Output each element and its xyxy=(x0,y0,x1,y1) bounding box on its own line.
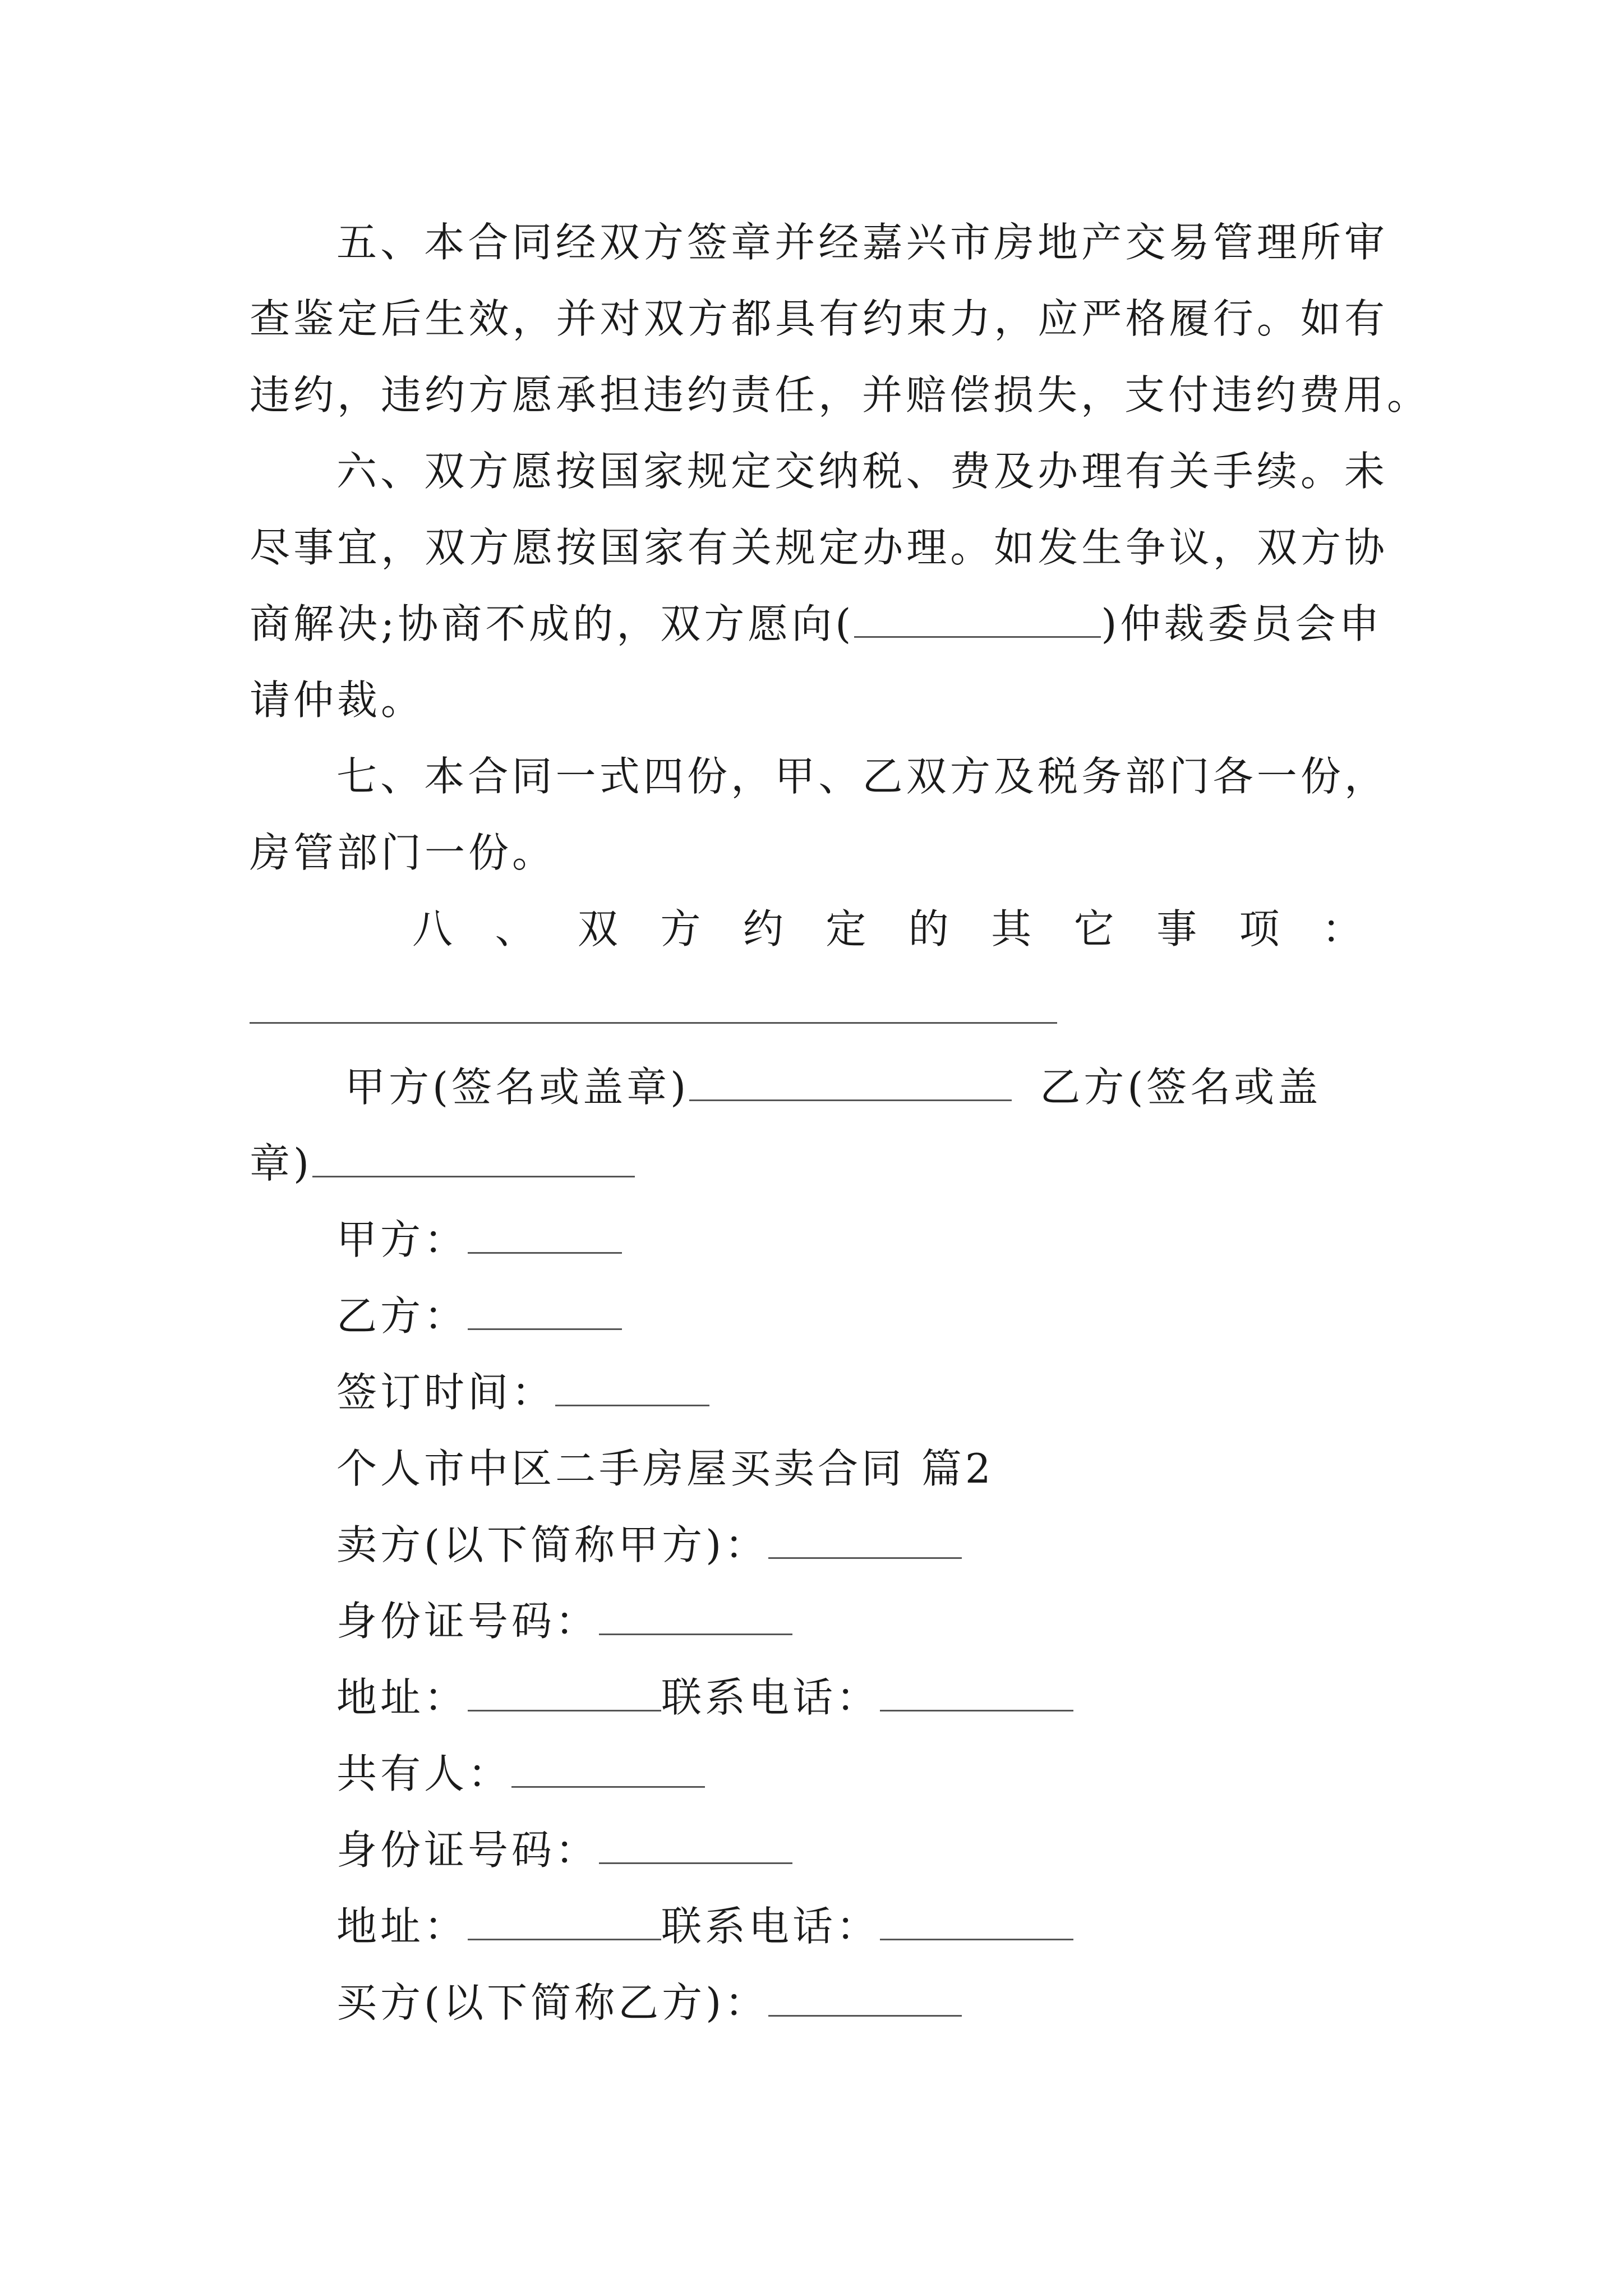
address-1-label: 地址： xyxy=(336,1674,468,1721)
phone-1-label: 联系电话： xyxy=(661,1674,880,1721)
signature-line-2 xyxy=(250,1137,1388,1190)
phone-2-blank[interactable] xyxy=(880,1902,1073,1940)
address-2-blank[interactable] xyxy=(468,1902,661,1940)
sign-date-line xyxy=(336,1365,1388,1419)
party-a-label: 甲方： xyxy=(336,1216,468,1263)
clause-5-line-1: 五、本合同经双方签章并经嘉兴市房地产交易管理所审 xyxy=(336,219,1388,266)
arbitration-committee-blank[interactable] xyxy=(854,599,1101,638)
clause-6-line-4: 请仲裁。 xyxy=(250,677,425,724)
id-number-1-line xyxy=(336,1594,1388,1648)
other-matters-blank-line[interactable] xyxy=(250,1022,1057,1024)
clause-8-line-1: 八、双方约定的其它事项： xyxy=(412,905,1366,953)
clause-6-line-3 xyxy=(250,597,1388,651)
clause-5-line-2: 查鉴定后生效，并对双方都具有约束力，应严格履行。如有 xyxy=(250,295,1388,342)
buyer-blank[interactable] xyxy=(768,1978,962,2017)
seller-blank[interactable] xyxy=(768,1520,962,1559)
address-1-blank[interactable] xyxy=(468,1673,661,1711)
address-2-line xyxy=(336,1899,1388,1953)
id-number-1-blank[interactable] xyxy=(599,1596,792,1635)
party-b-sign-label-part2: 章) xyxy=(250,1140,313,1187)
phone-1-blank[interactable] xyxy=(880,1673,1073,1711)
id-number-2-line xyxy=(336,1823,1388,1877)
buyer-label: 买方(以下简称乙方)： xyxy=(336,1979,769,2026)
seller-line xyxy=(336,1518,1388,1572)
id-number-2-blank[interactable] xyxy=(599,1825,792,1864)
sign-date-blank[interactable] xyxy=(555,1368,709,1406)
party-b-sign-blank[interactable] xyxy=(312,1139,635,1177)
buyer-line xyxy=(336,1976,1388,2030)
seller-label: 卖方(以下简称甲方)： xyxy=(336,1521,769,1568)
clause-6-line-3-before: 商解决;协商不成的，双方愿向( xyxy=(250,600,855,647)
party-a-sign-label: 甲方(签名或盖章) xyxy=(345,1064,690,1111)
party-b-label: 乙方： xyxy=(336,1292,468,1340)
id-number-2-label: 身份证号码： xyxy=(336,1826,600,1874)
co-owner-label: 共有人： xyxy=(336,1750,512,1797)
party-b-sign-label-part1: 乙方(签名或盖 xyxy=(1040,1064,1322,1111)
clause-7-line-2: 房管部门一份。 xyxy=(250,829,556,876)
signature-line xyxy=(345,1060,1388,1114)
party-a-blank[interactable] xyxy=(468,1215,622,1254)
clause-6-line-2: 尽事宜，双方愿按国家有关规定办理。如发生争议，双方协 xyxy=(250,524,1388,571)
clause-6-line-3-after: )仲裁委员会申 xyxy=(1101,600,1383,647)
contract-2-title: 个人市中区二手房屋买卖合同 篇2 xyxy=(336,1445,994,1492)
phone-2-label: 联系电话： xyxy=(661,1903,880,1950)
id-number-1-label: 身份证号码： xyxy=(336,1598,600,1645)
sign-date-label: 签订时间： xyxy=(336,1369,556,1416)
co-owner-blank[interactable] xyxy=(511,1749,705,1788)
clause-6-line-1: 六、双方愿按国家规定交纳税、费及办理有关手续。未 xyxy=(336,448,1388,495)
party-a-line xyxy=(336,1213,1388,1267)
party-b-line xyxy=(336,1289,1388,1343)
address-2-label: 地址： xyxy=(336,1903,468,1950)
address-1-line xyxy=(336,1671,1388,1724)
party-b-blank[interactable] xyxy=(468,1291,622,1330)
clause-7-line-1: 七、本合同一式四份，甲、乙双方及税务部门各一份， xyxy=(336,753,1388,800)
party-a-sign-blank[interactable] xyxy=(689,1062,1012,1101)
clause-5-line-3: 违约，违约方愿承担违约责任，并赔偿损失，支付违约费用。 xyxy=(250,371,1431,418)
co-owner-line xyxy=(336,1747,1388,1801)
